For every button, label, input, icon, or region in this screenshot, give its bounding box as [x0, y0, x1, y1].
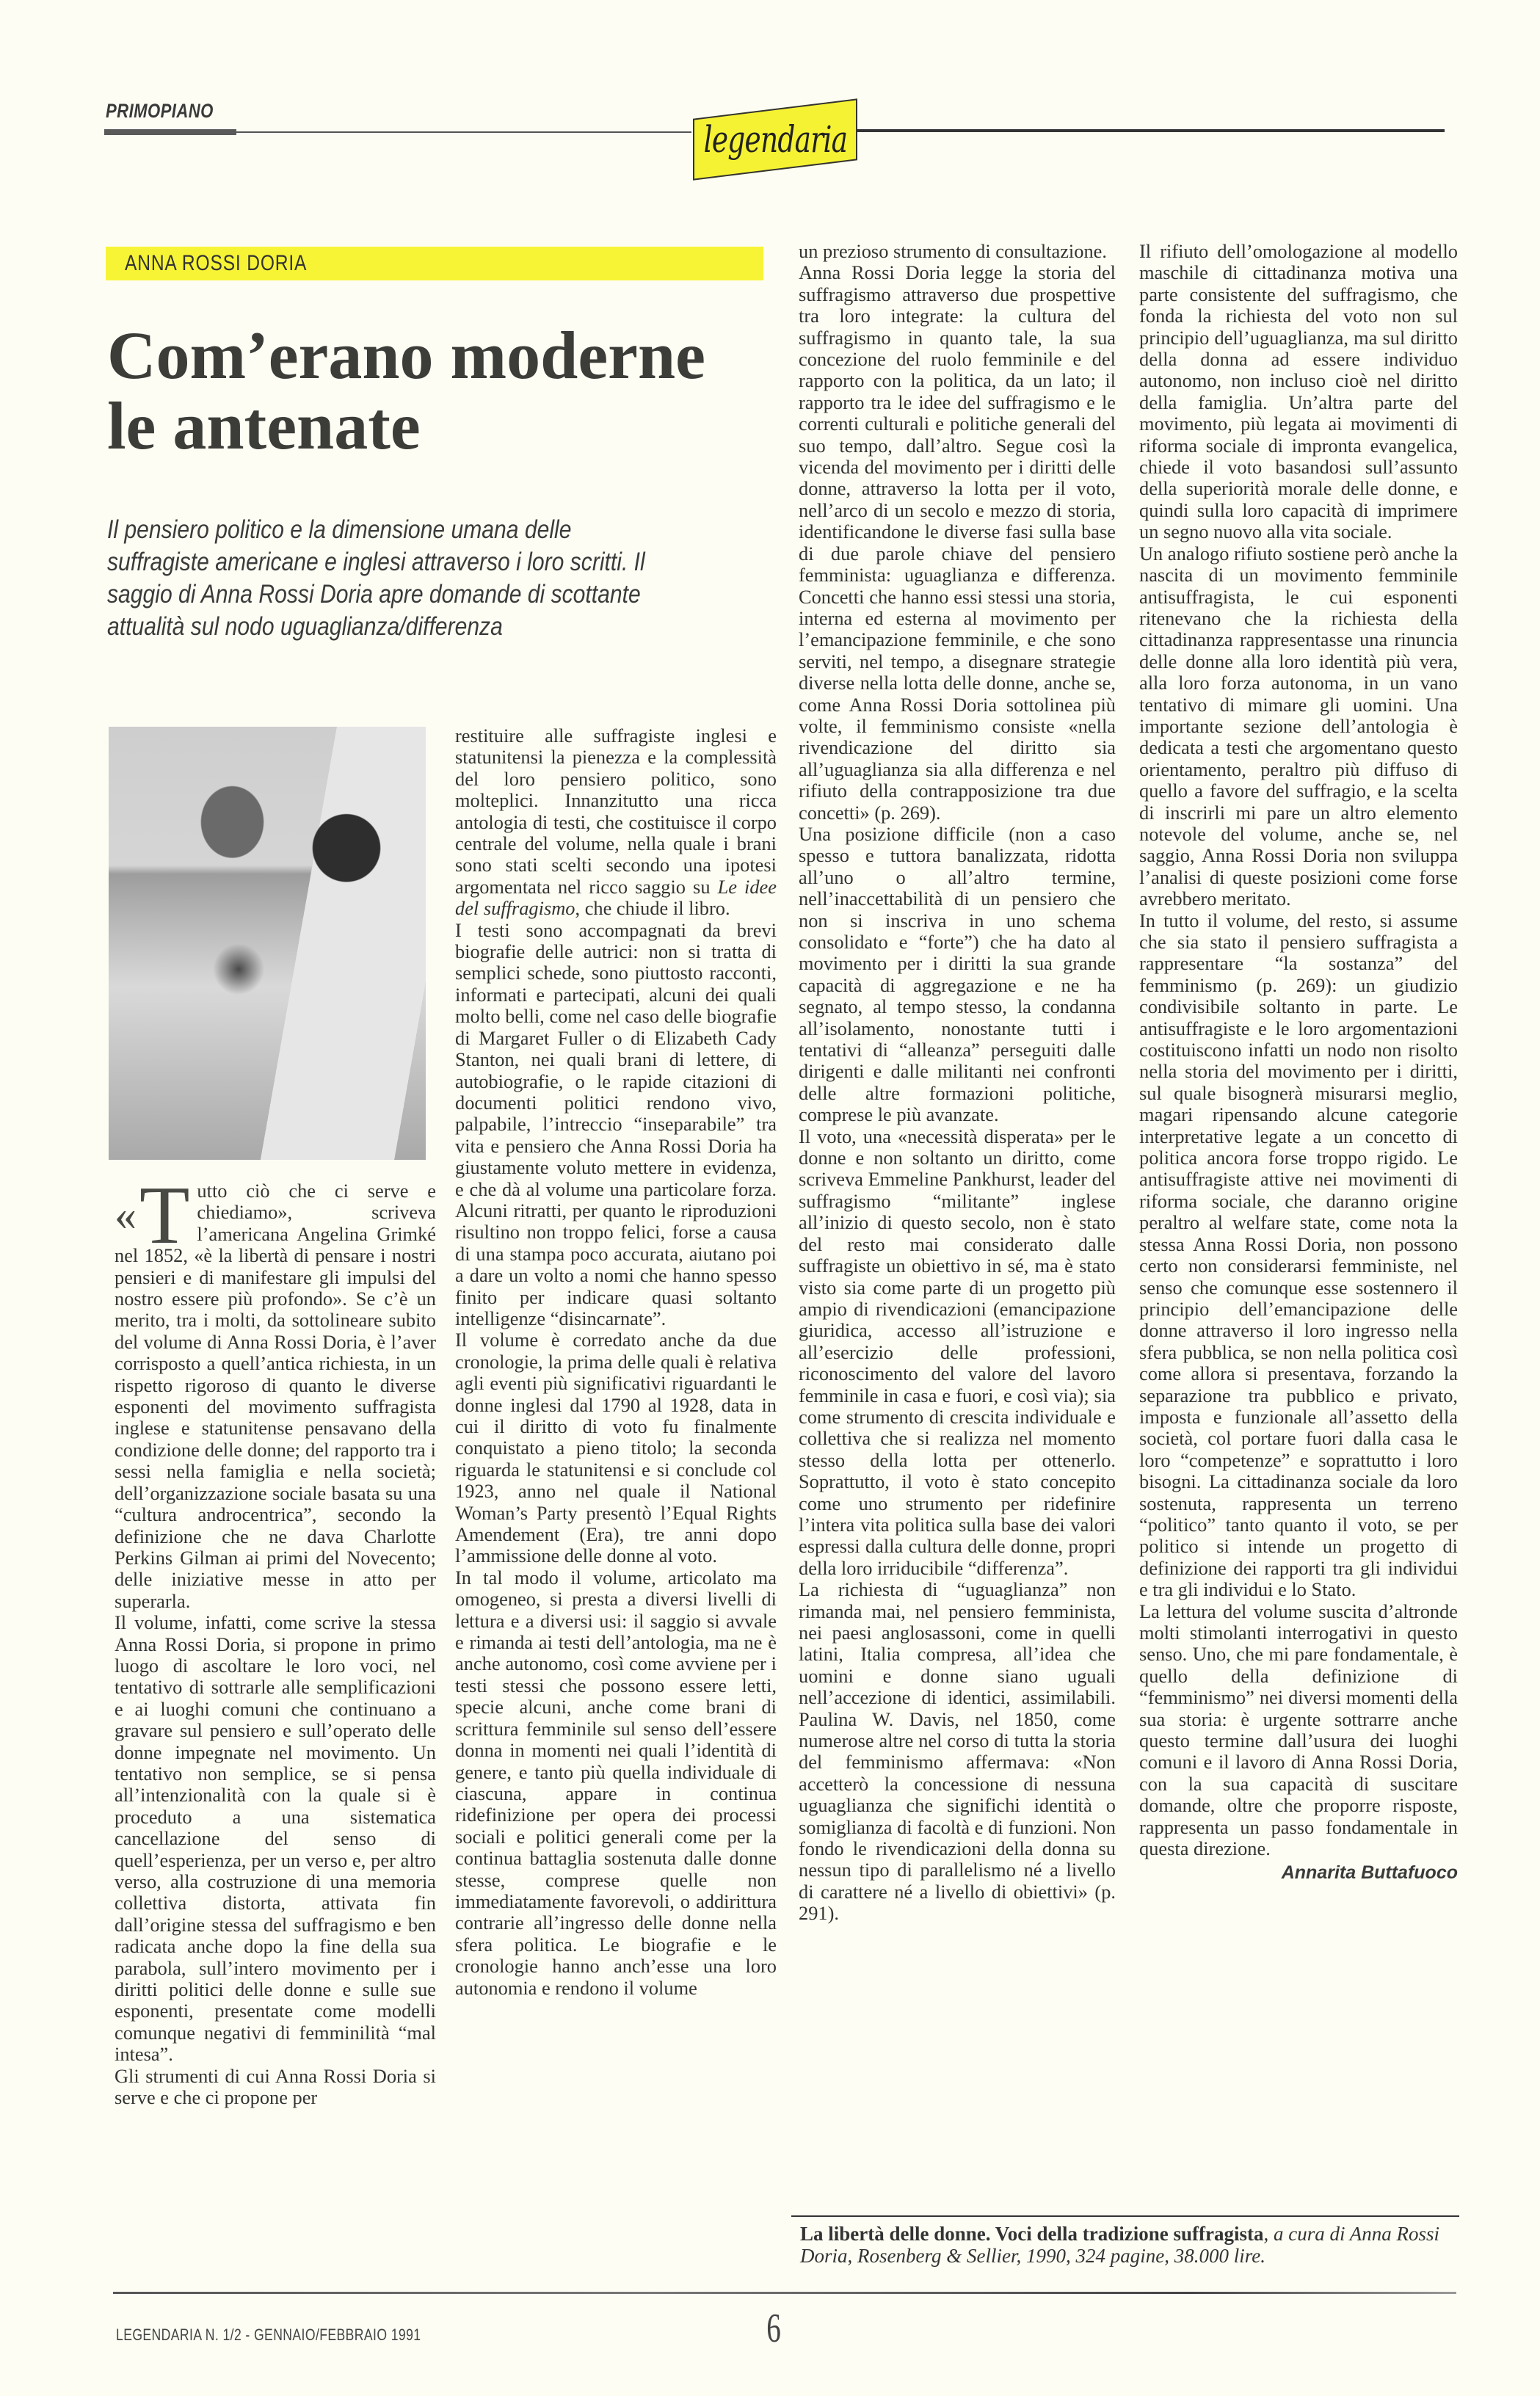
author-name: ANNA ROSSI DORIA	[125, 251, 308, 275]
paragraph: Il rifiuto dell’omologazione al modello maschile di cittadinanza motiva una parte consistente del suffragismo, che fonda la richiesta del voto non sul principio dell’uguaglianza, ma sul diritto della donna ad essere individuo autonomo, non incluso cioè nel diritto della famiglia. Un’altra parte del movimento, più legata ai movimenti di riforma sociale di impronta evangelica, chiede il voto basandosi sull’assunto della superiorità morale delle donne, e quindi sulla loro capacità di imprimere un segno nuovo alla vita sociale.	[1139, 240, 1458, 543]
header-rule-accent	[104, 129, 236, 135]
paragraph: La richiesta di “uguaglianza” non rimanda mai, nel pensiero femminista, nei paesi anglosassoni, come in quelli latini, Italia compresa, all’idea che uomini e donne siano uguali nell’accezione di identici, assimilabili. Paulina W. Davis, nel 1850, come numerose altre nel corso di tutta la storia del femminismo affermava: «Non accetterò la concessione di nessuna uguaglianza che significhi identità o somiglianza di facoltà e di funzioni. Non fondo le rivendicazioni della donna su nessun tipo di parallelismo né a livello di carattere né a livello di obiettivi» (p. 291).	[799, 1578, 1116, 1925]
book-reference-rule	[791, 2215, 1459, 2217]
paragraph: Gli strumenti di cui Anna Rossi Doria si serve e che ci propone per	[115, 2064, 436, 2109]
magazine-logo	[693, 98, 857, 181]
deck-subtitle: Il pensiero politico e la dimensione umana delle suffragiste americane e inglesi attraverso i loro scritti. Il saggio di Anna Rossi Doria apre domande di scottante attualità sul nodo uguaglianza/differenza	[107, 515, 645, 641]
paragraph: Il voto, una «necessità disperata» per le donne e non soltanto un diritto, come scriveva Emmeline Pankhurst, leader del suffragismo “militante” inglese all’inizio di questo secolo, non è stato del resto mai considerato dalle suffragiste un obiettivo in sé, ma è stato visto sia come parte di un progetto più ampio di rivendicazioni (emancipazione giuridica, accesso all’istruzione e all’esercizio delle professioni, riconoscimento del valore del lavoro femminile in casa e fuori, e così via); sia come strumento di crescita individuale e collettiva che si realizza nel momento stesso della lotta per ottenerlo. Soprattutto, il voto è stato concepito come uno strumento per ridefinire l’intera vita politica sulla base dei valori espressi dalla cultura delle donne, propri della loro irriducibile “differenza”.	[799, 1125, 1116, 1579]
issue-info: LEGENDARIA N. 1/2 - GENNAIO/FEBBRAIO 1991	[116, 2326, 421, 2344]
book-reference	[800, 2223, 1461, 2267]
paragraph: I testi sono accompagnati da brevi biografie delle autrici: non si tratta di semplici schede, sono piuttosto racconti, informati e partecipati, alcuni dei quali molto belli, come nel caso delle biografie di Margaret Fuller o di Elizabeth Cady Stanton, nei quali brani di lettere, di autobiografie, o le rapide citazioni di documenti politici rendono vivo, palpabile, l’intreccio “inseparabile” tra vita e pensiero che Anna Rossi Doria ha giustamente voluto mettere in evidenza, e che dà al volume una particolare forza. Alcuni ritratti, per quanto le riproduzioni risultino non troppo felici, forse a causa di una stampa poco accurata, aiutano poi a dare un volto a nomi che hanno spesso finito per indicare quasi soltanto intelligenze “disincarnate”.	[455, 918, 777, 1329]
paragraph: In tal modo il volume, articolato ma omogeneo, si presta a diversi livelli di lettura e a diversi usi: il saggio si avvale e rimanda ai testi dell’antologia, ma ne è anche autonomo, così come avviene per i testi stessi che possono essere letti, specie alcuni, anche come brani di scrittura femminile sul senso dell’essere donna in momenti nei quali l’identità di genere, e tanto più quella individuale di ciascuna, appare in continua ridefinizione per opera dei processi sociali e politici generali come per la continua battaglia sostenuta dalle donne stesse, comprese quelle non immediatamente favorevoli, o addirittura contrarie all’ingresso delle donne nella sfera politica. Le biografie e le cronologie hanno anch’esse una loro autonomia e rendono il volume	[455, 1566, 777, 1999]
headline-line-1: Com’erano moderne	[107, 318, 706, 393]
paragraph: Una posizione difficile (non a caso spesso e tuttora banalizzata, ridotta all’uno o all’altro termine, nell’inaccettabilità di un pensiero che non si inscriva in uno schema consolidato e “forte”) che ha dato al movimento per i diritti la sua grande capacità di aggregazione e ne ha segnato, al tempo stesso, la condanna all’isolamento, nonostante tutti i tentativi di “alleanza” perseguiti dalle dirigenti e dalle militanti nei confronti delle altre formazioni politiche, comprese le più avanzate.	[799, 822, 1116, 1126]
book-title: La libertà delle donne. Voci della tradizione suffragista	[800, 2223, 1264, 2245]
author-signature: Annarita Buttafuoco	[1281, 1862, 1458, 1884]
paragraph: In tutto il volume, del resto, si assume che sia stato il pensiero suffragista a rappresentare “la sostanza” del femminismo (p. 269): un giudizio condivisibile soltanto in parte. Le antisuffragiste e le loro argomentazioni costituiscono infatti un nodo non risolto nella storia del movimento per i diritti, sul quale bisognerà misurarsi meglio, magari ripensando alcune categorie interpretative legate a un concetto di politica ancora forse troppo rigido. Le antisuffragiste attive nei movimenti di riforma sociale, che daranno origine peraltro al welfare state, come nota la stessa Anna Rossi Doria, non possono certo non considerarsi femministe, nel senso che comunque esse sostennero il principio dell’emancipazione delle donne attraverso il loro ingresso nella sfera pubblica, se non nella politica così come allora si presentava, forzando la separazione tra pubblico e privato, imposta e funzionale all’assetto della società, col portare fuori dalla casa le loro “competenze” e soprattutto i loro bisogni. La cittadinanza sociale da loro sostenuta, rappresenta un terreno “politico” tanto quanto il voto, se per politico si intende un progetto di definizione dei rapporti tra gli individui e tra gli individui e lo Stato.	[1139, 909, 1458, 1601]
headline	[107, 320, 768, 461]
paragraph: un prezioso strumento di consultazione.	[799, 240, 1107, 262]
author-band	[106, 247, 763, 280]
footer-rule	[113, 2292, 1456, 2294]
headline-line-2: le antenate	[107, 388, 421, 463]
paragraph: Anna Rossi Doria legge la storia del suffragismo attraverso due prospettive tra loro integrate: la cultura del suffragismo in quanto tale, la sua concezione del ruolo femminile e del rapporto con la politica, da un lato; il rapporto tra le idee del suffragismo e le correnti culturali e politiche generali del suo tempo, dall’altro. Segue così la vicenda del movimento per i diritti delle donne, attraverso la lotta per il voto, nell’arco di un secolo e mezzo di storia, identificandone le diverse fasi sulla base di due parole chiave del pensiero femminista: uguaglianza e differenza. Concetti che hanno essi stessi una storia, interna ed esterna al movimento per l’emancipazione femminile, e che sono serviti, nel tempo, a disegnare strategie diverse nella lotta delle donne, anche se, come Anna Rossi Doria sottolinea più volte, il femminismo consiste «nella rivendicazione del diritto sia all’uguaglianza sia alla differenza e nel rifiuto della contrapposizione tra due concetti» (p. 269).	[799, 261, 1116, 824]
drop-cap: «T	[115, 1170, 190, 1261]
book-details: , a cura di Anna Rossi Doria, Rosenberg & Sellier, 1990, 324 pagine, 38.000 lire.	[800, 2223, 1440, 2267]
page-number: 6	[766, 2306, 781, 2351]
paragraph: Il volume è corredato anche da due cronologie, la prima delle quali è relativa agli eventi più significativi riguardanti le donne inglesi dal 1790 al 1928, data in cui il diritto di voto fu finalmente conquistato a pieno titolo; la seconda riguarda le statunitensi e si conclude col 1923, anno nel quale il National Woman’s Party presentò l’Equal Rights Amendement (Era), tre anni dopo l’ammissione delle donne al voto.	[455, 1329, 777, 1567]
paragraph: Il volume, infatti, come scrive la stessa Anna Rossi Doria, si propone in primo luogo di ascoltare le loro voci, nel tentativo di sottrarle alle semplificazioni e ai luoghi comuni che continuano a gravare sul pensiero e sull’operato delle donne impegnate nel movimento. Un tentativo non semplice, se si pensa all’intenzionalità con la quale si è proceduto a una sistematica cancellazione del senso di quell’esperienza, per un verso e, per altro verso, alla costruzione di una memoria collettiva distorta, attivata fin dall’origine stessa del suffragismo e ben radicata anche dopo la fine della sua parabola, sull’intero movimento per i diritti politici delle donne e sulle sue esponenti, presentate come modelli comunque negativi di femminilità “mal intesa”.	[115, 1611, 436, 2066]
paragraph: Un analogo rifiuto sostiene però anche la nascita di un movimento femminile antisuffragista, le cui esponenti ritenevano che la richiesta della cittadinanza rappresentasse una rinuncia delle donne alla loro identità più vera, alla loro forza autonoma, in un vano tentativo di mimare gli uomini. Una importante sezione dell’antologia è dedicata a testi che argomentano questo orientamento, peraltro più diffuso di quello a favore del suffragio, e la scelta di inscrirli mi pare un altro elemento notevole del volume, anche se, nel saggio, Anna Rossi Doria non sviluppa l’analisi di queste posizioni come forse avrebbero meritato.	[1139, 542, 1458, 910]
header-rule-right	[857, 129, 1445, 132]
article-column-4	[1139, 241, 1458, 1884]
header-rule-left	[236, 131, 691, 133]
paragraph: restituire alle suffragiste inglesi e statunitensi la pienezza e la complessità del loro pensiero politico, sono molteplici. Innanzitutto una ricca antologia di testi, che costituisce il corpo centrale del volume, nella quale i brani sono stati scelti secondo una ipotesi argomentata nel ricco saggio su Le idee del suffragismo, che chiude il libro.	[455, 725, 777, 920]
article-column-3	[799, 241, 1116, 1925]
section-label: PRIMOPIANO	[106, 100, 214, 122]
book-essay-title: Le idee del suffragismo	[455, 875, 777, 920]
logo-text: legendaria	[703, 118, 847, 161]
article-photo	[109, 727, 426, 1160]
article-column-1	[115, 1170, 436, 2109]
lead-paragraph: «T utto ciò che ci serve e chiediamo», scriveva l’americana Angelina Grimké nel 1852, «è la libertà di pensare i nostri pensieri e di manifestare gli impulsi del nostro essere più profondo». Se c’è un merito, tra i molti, da sottolineare subito del volume di Anna Rossi Doria, è l’aver corrisposto a quell’antica richiesta, in un rispetto rigoroso di quanto le diverse esponenti del movimento suffragista inglese e statunitense pensavano della condizione delle donne; del rapporto tra i sessi nella famiglia e nella società; dell’organizzazione sociale basata su una “cultura androcentrica”, secondo la definizione che ne dava Charlotte Perkins Gilman ai primi del Novecento; delle iniziative messe in atto per superarla.	[115, 1170, 436, 1612]
paragraph: La lettura del volume suscita d’altronde molti stimolanti interrogativi in questo senso. Uno, che mi pare fondamentale, è quello della definizione di “femminismo” nei diversi momenti della sua storia: è urgente sottrarre anche questo termine dall’usura dei luoghi comuni e il lavoro di Anna Rossi Doria, con la sua capacità di suscitare domande, oltre che proporre risposte, rappresenta un passo fondamentale in questa direzione.	[1139, 1600, 1458, 1860]
article-column-2	[455, 725, 777, 1999]
